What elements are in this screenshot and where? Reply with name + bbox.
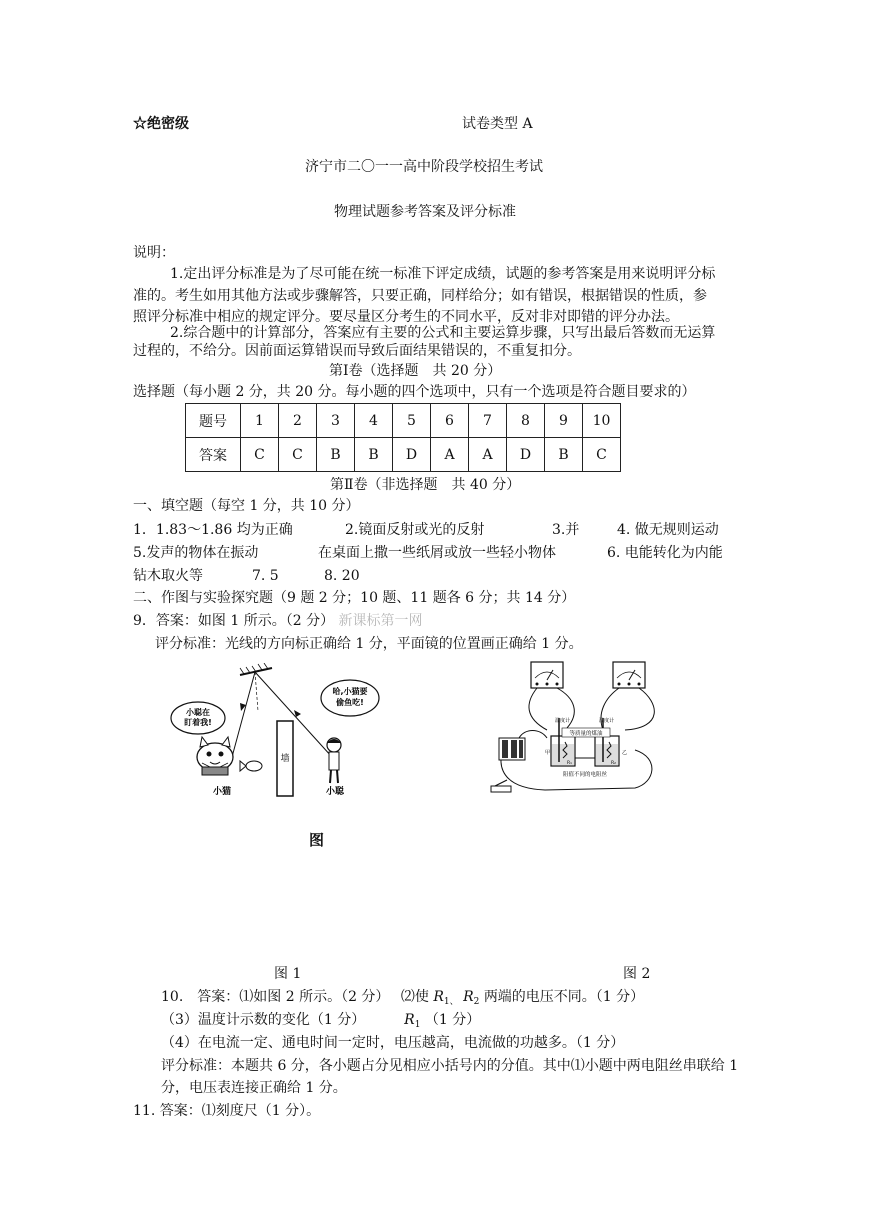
fill-answer-4: 4. 做无规则运动	[617, 522, 719, 538]
voltmeter-left-icon	[531, 662, 563, 688]
figure-1	[170, 663, 380, 803]
question-number-cell: 7	[469, 404, 507, 438]
top-label: 等质量的煤油	[569, 731, 603, 737]
normal-line	[255, 672, 258, 711]
r1-label: R₁	[567, 761, 572, 766]
figure-char: 图	[309, 831, 325, 849]
fish-icon	[240, 761, 262, 771]
r1-subscript-2: 1	[414, 1020, 421, 1030]
answer-cell: D	[507, 438, 545, 472]
fill-answer-7: 7. 5	[252, 568, 279, 584]
boy-icon	[327, 738, 341, 783]
table-header-cell: 答案	[186, 438, 241, 472]
figure-1-caption: 图 1	[274, 966, 302, 982]
beaker-yi-label: 乙	[622, 750, 628, 756]
notes-heading: 说明：	[133, 245, 175, 261]
incident-ray	[232, 672, 255, 757]
watermark: 新课标第一网	[338, 613, 423, 629]
fill-answer-3: 3.并	[552, 522, 580, 538]
answer-cell: B	[317, 438, 355, 472]
fill-answer-6b: 钻木取火等	[133, 568, 203, 584]
fill-answer-5a: 5.发声的物体在振动	[133, 545, 259, 561]
q10-standard-2: 分，电压表连接正确给 1 分。	[161, 1080, 347, 1096]
q10-line1	[161, 988, 644, 1008]
table-row	[186, 438, 621, 472]
answer-cell: A	[431, 438, 469, 472]
bubble-left-line2: 盯着我!	[184, 718, 212, 727]
answer-cell: C	[279, 438, 317, 472]
question-number-cell: 9	[545, 404, 583, 438]
answer-cell: B	[545, 438, 583, 472]
table-header-cell: 题号	[186, 404, 241, 438]
part2-title: 第Ⅱ卷（非选择题 共 40 分）	[330, 477, 521, 493]
part1-title: 第Ⅰ卷（选择题 共 20 分）	[329, 363, 502, 379]
r2-label: R₂	[611, 761, 616, 766]
r2-subscript: 2	[473, 997, 480, 1007]
r1-symbol: R	[433, 989, 444, 1005]
thermometer-right-label: 温度计	[599, 718, 615, 724]
q10-part3-score: （1 分）	[424, 1012, 481, 1028]
question-number-cell: 6	[431, 404, 469, 438]
r1-subscript: 1、	[443, 997, 459, 1007]
part1-desc: 选择题（每小题 2 分，共 20 分。每小题的四个选项中，只有一个选项是符合题目要求的）	[133, 384, 696, 400]
question-number-cell: 1	[241, 404, 279, 438]
q9-answer-text: 9．答案：如图 1 所示。（2 分）	[133, 613, 335, 629]
q11-answer: 11. 答案：⑴刻度尺（1 分）。	[133, 1103, 321, 1119]
beaker-right-icon	[595, 718, 619, 766]
question-number-cell: 10	[583, 404, 621, 438]
secret-level: ☆绝密级	[133, 116, 189, 132]
fill-answer-6: 6. 电能转化为内能	[607, 545, 723, 561]
figure-2	[485, 658, 670, 800]
q10-part1: 10. 答案：⑴如图 2 所示。（2 分） ⑵使	[161, 989, 429, 1005]
q9-answer	[133, 612, 423, 630]
question-number-cell: 4	[355, 404, 393, 438]
fill-answer-5b: 在桌面上撒一些纸屑或放一些轻小物体	[318, 545, 556, 561]
cat-label: 小猫	[212, 787, 232, 797]
answer-cell: B	[355, 438, 393, 472]
boy-label: 小聪	[325, 787, 345, 797]
r2-symbol: R	[463, 989, 474, 1005]
q10-part3: （3）温度计示数的变化（1 分）	[161, 1012, 366, 1028]
question-number-cell: 3	[317, 404, 355, 438]
notes-p1b: 准的。考生如用其他方法或步骤解答，只要正确，同样给分；如有错误，根据错误的性质，参	[133, 288, 707, 304]
question-number-cell: 5	[393, 404, 431, 438]
beaker-jia-label: 甲	[545, 750, 551, 756]
wall-label: 墙	[280, 754, 290, 764]
thermometer-left-label: 温度计	[555, 718, 571, 724]
question-number-cell: 2	[279, 404, 317, 438]
battery-icon	[499, 738, 525, 760]
answer-cell: A	[469, 438, 507, 472]
q10-line3	[161, 1011, 480, 1031]
bubble-right-line1: 哈,小猫要	[332, 687, 368, 696]
cat-icon	[197, 737, 233, 775]
answer-table	[185, 403, 621, 472]
notes-p1c: 照评分标准中相应的规定评分。要尽量区分考生的不同水平，反对非对即错的评分办法。	[133, 309, 679, 325]
notes-p2b: 过程的，不给分。因前面运算错误而导致后面结果错误的，不重复扣分。	[133, 343, 581, 359]
notes-p2a: 2.综合题中的计算部分，答案应有主要的公式和主要运算步骤，只写出最后答数而无运算	[170, 325, 716, 341]
notes-p1a: 1.定出评分标准是为了尽可能在统一标准下评定成绩，试题的参考答案是用来说明评分标	[170, 266, 716, 282]
paper-type: 试卷类型 A	[462, 116, 533, 132]
page-subtitle: 物理试题参考答案及评分标准	[334, 204, 516, 220]
switch-icon	[491, 780, 511, 792]
bottom-label: 阻值不同的电阻丝	[562, 772, 608, 778]
q10-part2: 两端的电压不同。（1 分）	[483, 989, 645, 1005]
answer-cell: D	[393, 438, 431, 472]
fill-answer-2: 2.镜面反射或光的反射	[345, 522, 485, 538]
question-number-cell: 8	[507, 404, 545, 438]
beaker-left-icon	[551, 718, 575, 766]
fill-answer-1: 1．1.83～1.86 均为正确	[133, 522, 293, 538]
bubble-right-line2: 偷鱼吃!	[336, 698, 364, 707]
answer-cell: C	[583, 438, 621, 472]
answer-cell: C	[241, 438, 279, 472]
q10-line4: （4）在电流一定、通电时间一定时，电压越高，电流做的功越多。（1 分）	[161, 1035, 625, 1051]
figure-2-caption: 图 2	[623, 966, 651, 982]
section1-heading: 一、填空题（每空 1 分，共 10 分）	[133, 498, 360, 514]
q9-standard: 评分标准：光线的方向标正确给 1 分，平面镜的位置画正确给 1 分。	[155, 636, 583, 652]
fill-answer-8: 8. 20	[324, 568, 360, 584]
voltmeter-right-icon	[613, 662, 645, 688]
r1-symbol-2: R	[404, 1012, 415, 1028]
q10-standard-1: 评分标准：本题共 6 分，各小题占分见相应小括号内的分值。其中⑴小题中两电阻丝串联给 1	[161, 1058, 739, 1074]
bubble-left-line1: 小聪在	[186, 708, 210, 717]
table-row	[186, 404, 621, 438]
section2-heading: 二、作图与实验探究题（9 题 2 分；10 题、11 题各 6 分；共 14 分）	[133, 590, 576, 606]
page-title: 济宁市二〇一一高中阶段学校招生考试	[305, 159, 543, 175]
